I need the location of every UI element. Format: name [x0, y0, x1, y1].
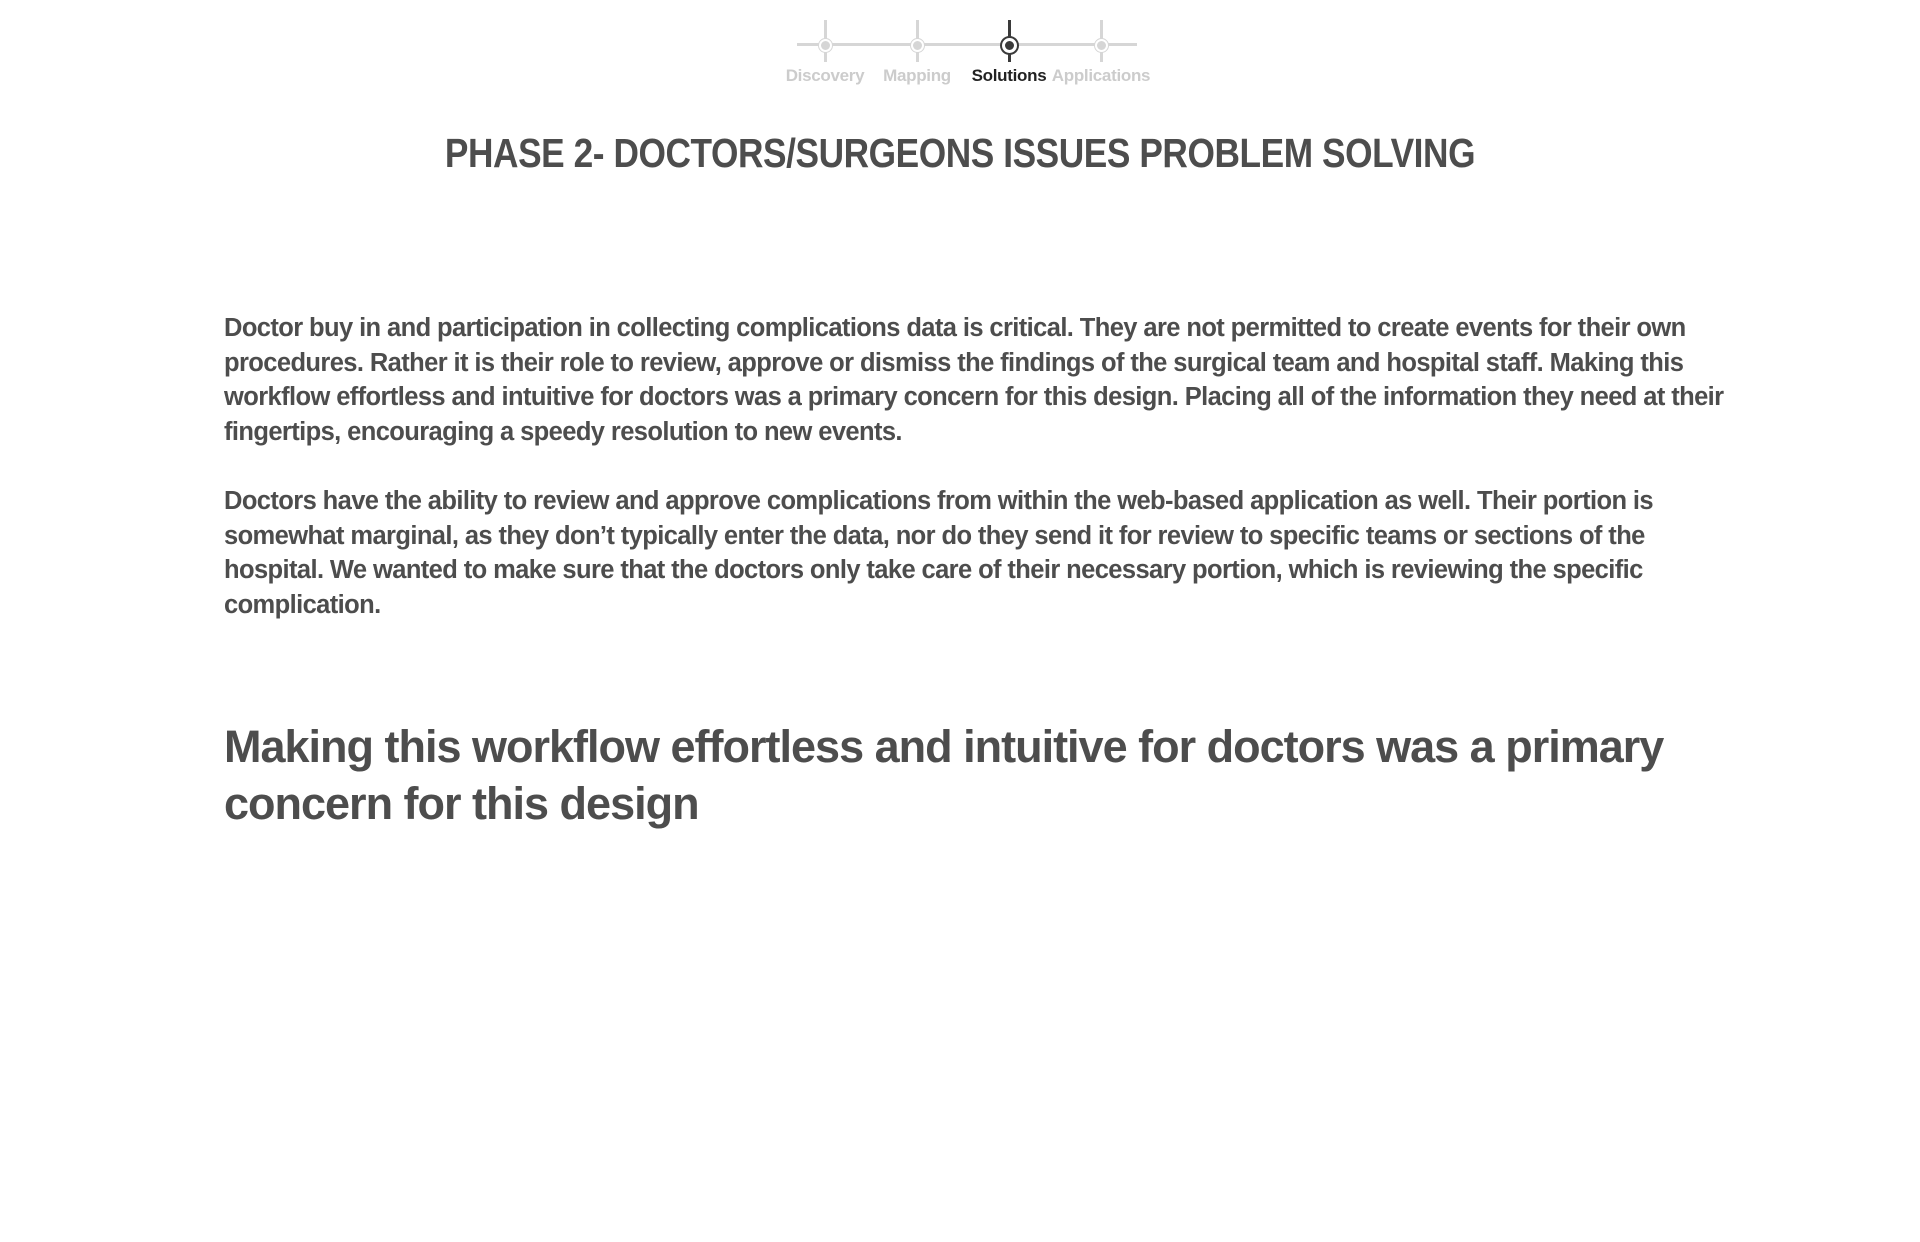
- step-label: Discovery: [785, 66, 865, 85]
- step-label: Applications: [1051, 66, 1151, 85]
- step-label: Solutions: [971, 66, 1047, 85]
- progress-stepper: [785, 18, 1155, 98]
- body-paragraph-2: Doctors have the ability to review and approve complications from within the web-based application as well. Their portion is somewhat marginal, as they don’t typically enter the data, nor do they send it for review to specific teams or sections of the hospital. We wanted to make sure that the doctors only take care of their necessary portion, which is reviewing the specific complication.: [224, 487, 1653, 619]
- page-title: PHASE 2- DOCTORS/SURGEONS ISSUES PROBLEM SOLVING: [444, 130, 1476, 176]
- step-dot-icon: [819, 39, 832, 52]
- pull-quote: Making this workflow effortless and intuitive for doctors was a primary concern for this design: [224, 721, 1664, 829]
- step-applications[interactable]: [1046, 18, 1156, 98]
- step-dot-icon: [911, 39, 924, 52]
- body-paragraph-1: Doctor buy in and participation in collecting complications data is critical. They are not permitted to create events for their own procedures. Rather it is their role to review, approve or dismiss the findings of the surgical team and hospital staff. Making this workflow effortless and intuitive for doctors was a primary concern for this design. Placing all of the information they need at their fingertips, encouraging a speedy resolution to new events.: [224, 314, 1724, 446]
- step-dot-icon: [1095, 39, 1108, 52]
- step-label: Mapping: [883, 66, 951, 85]
- step-dot-active-icon: [1002, 38, 1017, 53]
